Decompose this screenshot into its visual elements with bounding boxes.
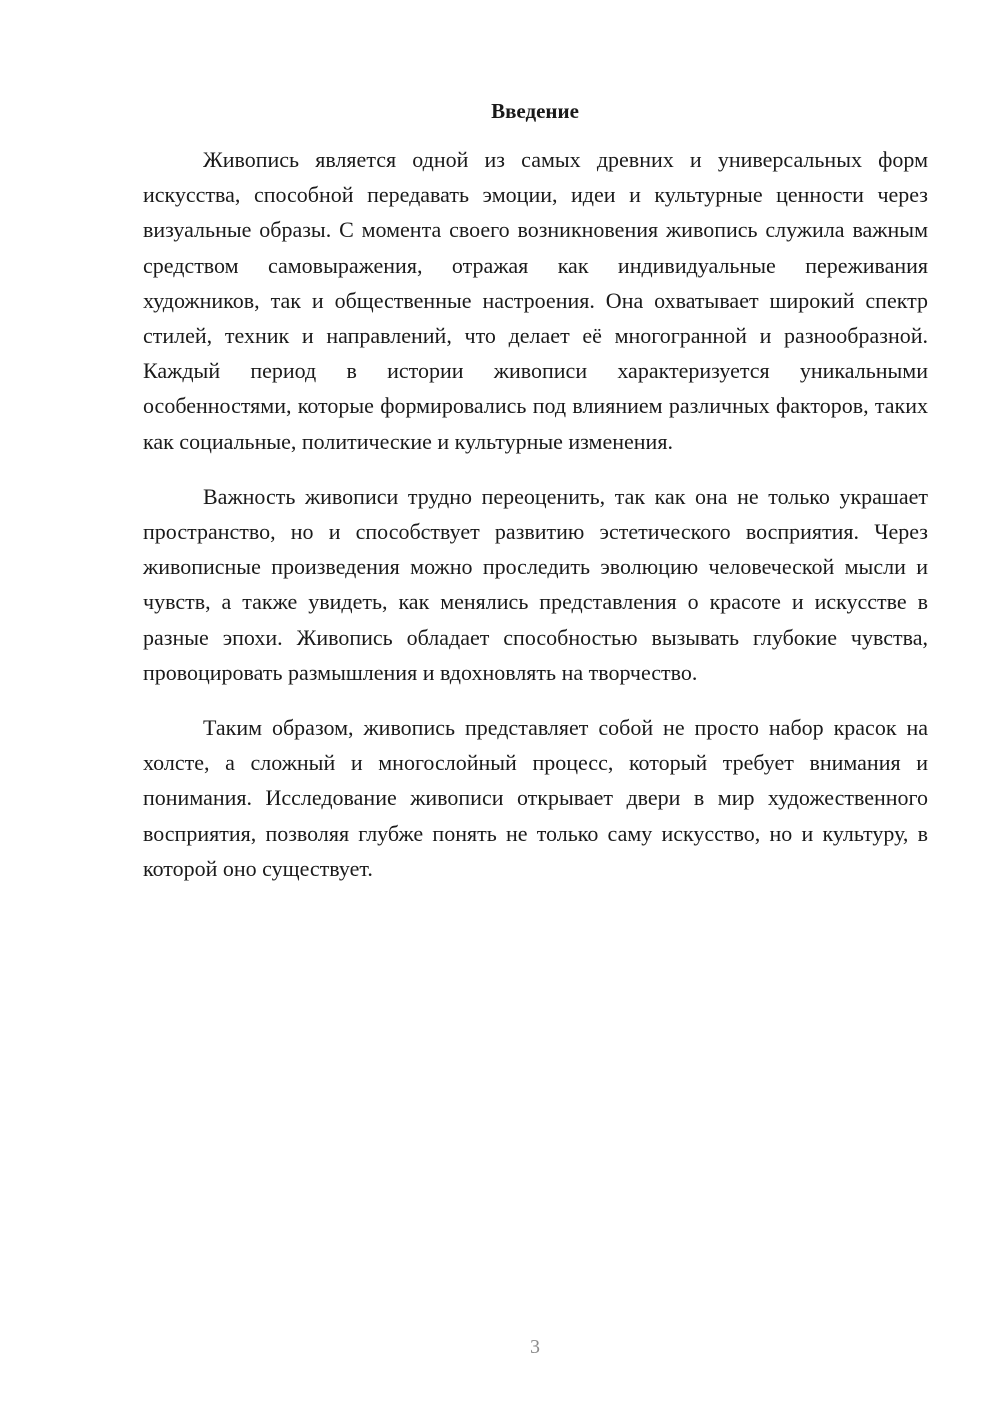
- paragraph-3: Таким образом, живопись представляет собой не просто набор красок на холсте, а сложный и многослойный процесс, который требует внимания и понимания. Исследование живописи открывает двери в мир художественного восприятия, позволяя глубже понять не только саму искусство, но и культуру, в которой оно существует.: [143, 715, 928, 881]
- body-text: [143, 142, 928, 906]
- page-number: 3: [530, 1336, 540, 1358]
- section-heading: Введение: [491, 99, 579, 123]
- paragraph-1: Живопись является одной из самых древних и универсальных форм искусства, способной передавать эмоции, идеи и культурные ценности через визуальные образы. С момента своего возникновения живопись служила важным средством самовыражения, отражая как индивидуальные переживания художников, так и общественные настроения. Она охватывает широкий спектр стилей, техник и направлений, что делает её многогранной и разнообразной. Каждый период в истории живописи характеризуется уникальными особенностями, которые формировались под влиянием различных факторов, таких как социальные, политические и культурные изменения.: [143, 147, 928, 454]
- paragraph-2: Важность живописи трудно переоценить, так как она не только украшает пространство, но и способствует развитию эстетического восприятия. Через живописные произведения можно проследить эволюцию человеческой мысли и чувств, а также увидеть, как менялись представления о красоте и искусстве в разные эпохи. Живопись обладает способностью вызывать глубокие чувства, провоцировать размышления и вдохновлять на творчество.: [143, 483, 928, 685]
